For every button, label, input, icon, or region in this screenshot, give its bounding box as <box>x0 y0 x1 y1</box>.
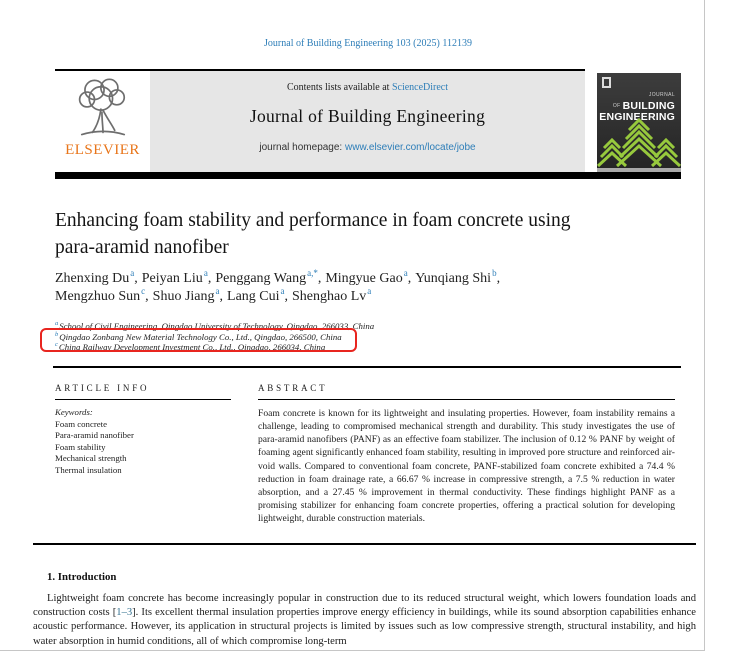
abstract-column <box>258 383 675 525</box>
keywords-block <box>55 407 231 476</box>
keywords-label: Keywords: <box>55 407 93 418</box>
running-head-citation[interactable]: Journal of Building Engineering 103 (2025) 112139 <box>264 38 472 49</box>
homepage-line <box>150 142 585 153</box>
author-affil-sup: b <box>492 268 497 279</box>
annotation-highlight-box <box>40 328 357 352</box>
page-right-edge <box>704 0 705 651</box>
author-affil-sup: c <box>141 285 146 296</box>
journal-cover-thumbnail <box>597 73 681 172</box>
intro-text-after-citation: ]. Its excellent thermal insulation properties improve energy efficiency in buildings, while its sound absorption capabilities enhance acoustic performance. However, its application in structural projects is limited by issues such as low compressive strength, structural instability, and high water absorption in humid conditions, all of which compromise long-term <box>33 607 696 647</box>
author-affil-sup: a <box>367 285 372 296</box>
introduction-paragraph <box>33 592 696 649</box>
author-affil-sup: a <box>130 268 135 279</box>
cover-title-line1: BUILDING <box>622 100 675 112</box>
author: Shenghao Lv$^a$ <box>292 285 372 304</box>
article-info-heading: ARTICLE INFO <box>55 383 150 393</box>
head-matter-rule <box>53 366 681 368</box>
author-list <box>55 270 675 305</box>
cover-trees-icon <box>597 112 681 168</box>
abstract-heading: ABSTRACT <box>258 383 328 393</box>
cover-journal-of: JOURNAL OF <box>612 92 675 109</box>
sciencedirect-link[interactable]: ScienceDirect <box>391 82 449 93</box>
author: Zhenxing Du$^a$, <box>55 268 138 286</box>
elsevier-wordmark: ELSEVIER <box>65 142 140 158</box>
journal-title: Journal of Building Engineering <box>249 106 486 126</box>
header-divider-bar <box>55 172 681 179</box>
homepage-url-link[interactable]: www.elsevier.com/locate/jobe <box>345 142 476 153</box>
keyword-item: Foam concrete <box>55 418 108 429</box>
author: Mengzhuo Sun$^c$, <box>55 285 149 304</box>
elsevier-tree-icon <box>70 74 136 142</box>
author: Penggang Wang$^{a,*}$, <box>215 268 322 286</box>
author-affil-sup: a,* <box>307 268 318 279</box>
elsevier-logo-block <box>55 71 150 172</box>
abstract-rule <box>258 399 675 400</box>
author-affil-sup: a <box>403 268 408 279</box>
author-affil-sup: a <box>215 285 220 296</box>
author: Peiyan Liu$^a$, <box>141 268 212 286</box>
contents-line <box>150 82 585 93</box>
section-heading-introduction: 1. Introduction <box>47 571 117 583</box>
author-affil-sup: a <box>280 285 285 296</box>
affiliation-b: $^b$Qingdao Zonbang New Material Technology Co., Ltd., Qingdao, 266500, China <box>55 330 342 342</box>
article-title <box>55 207 675 261</box>
keyword-item: Thermal insulation <box>55 464 122 475</box>
article-info-rule <box>55 399 231 400</box>
affiliation-c: $^c$China Railway Development Investment Co., Ltd., Qingdao, 266034, China <box>55 341 326 352</box>
article-title-line1: Enhancing foam stability and performance in foam concrete using <box>55 210 571 231</box>
author: Yunqiang Shi$^b$, <box>415 268 501 286</box>
citation-link-1-3[interactable]: 1–3 <box>116 607 133 619</box>
article-info-column <box>55 383 231 476</box>
intro-text-before-citation: Lightweight foam concrete has become increasingly popular in construction due to its reduced structural weight, which lowers foundation loads and construction costs [ <box>33 593 696 619</box>
author: Shuo Jiang$^a$, <box>152 285 224 304</box>
cover-title-line2: ENGINEERING <box>599 111 675 123</box>
article-title-line2: para-aramid nanofiber <box>55 237 229 258</box>
banner-center <box>150 71 585 172</box>
page-bottom-edge <box>0 650 705 651</box>
author-affil-sup: a <box>203 268 208 279</box>
author: Mingyue Gao$^a$, <box>325 268 412 286</box>
contents-text: Contents lists available at <box>286 82 392 93</box>
journal-header-banner <box>55 69 585 172</box>
keyword-item: Mechanical strength <box>55 453 127 464</box>
homepage-label: journal homepage: <box>259 142 345 153</box>
author: Lang Cui$^a$, <box>227 285 289 304</box>
affiliation-a: $^a$School of Civil Engineering, Qingdao University of Technology, Qingdao, 266033, China <box>55 320 375 331</box>
abstract-text: Foam concrete is known for its lightweight and insulating properties. However, foam instability remains a challenge, leading to compromised mechanical strength and durability. This study investigates the use of para-aramid nanofibers (PANF) as an effective foam stabilizer. The inclusion of 0.12 % PANF by weight of foaming agent significantly enhanced foam stability, resulting in improved pore structure and reinforced air-void walls. Compared to conventional foam concrete, PANF-stabilized foam concrete exhibited a 74.4 % reduction in foam drainage rate, a 66.67 % increase in compressive strength, a 7.5 % reduction in water absorption, and a 27.45 % improvement in thermal conductivity. These findings highlight PANF as a promising stabilizer for enhancing foam concrete properties, offering a practical solution for developing lightweight, durable construction materials. <box>258 408 675 524</box>
abstract-bottom-rule <box>33 543 696 545</box>
keyword-item: Foam stability <box>55 441 106 452</box>
cover-mini-tree-glyph <box>604 79 609 86</box>
keyword-item: Para-aramid nanofiber <box>55 430 134 441</box>
cover-mini-logo-icon <box>602 77 611 88</box>
